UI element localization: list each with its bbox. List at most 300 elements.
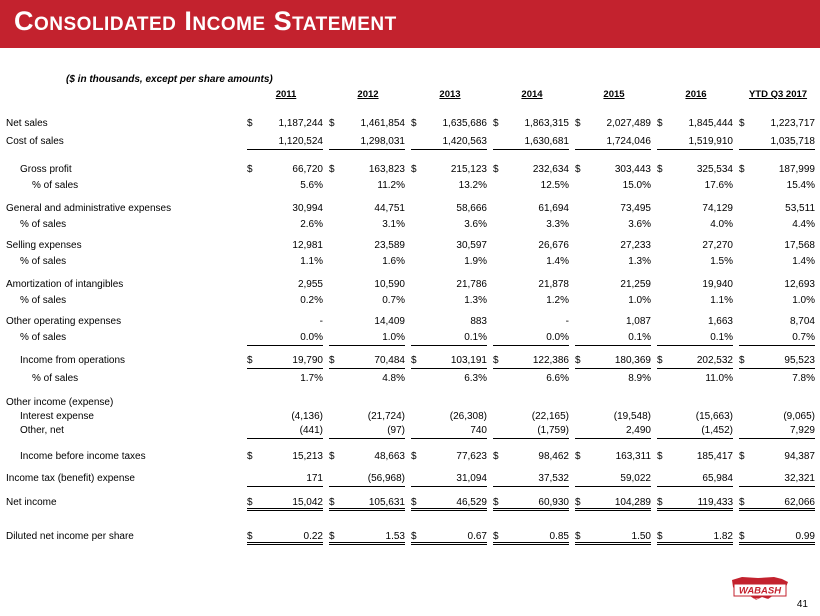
- table-cell: [575, 295, 651, 309]
- cell-value: 202,532: [696, 355, 733, 366]
- table-cell: [657, 219, 733, 233]
- cell-value: 103,191: [450, 355, 487, 366]
- company-logo: [728, 572, 792, 604]
- cell-value: (1,759): [537, 425, 569, 436]
- cell-value: (97): [387, 425, 405, 436]
- cell-value: 3.6%: [464, 219, 487, 230]
- title-bar: [0, 0, 820, 48]
- row-label: % of sales: [20, 332, 67, 343]
- table-cell: [329, 136, 405, 150]
- cell-value: 171: [306, 473, 323, 484]
- table-cell: [411, 295, 487, 309]
- cell-value: 30,597: [456, 240, 487, 251]
- cell-value: 1.9%: [464, 256, 487, 267]
- cell-value: 1,223,717: [770, 118, 815, 129]
- cell-value: 15.4%: [786, 180, 815, 191]
- dollar-sign: $: [575, 118, 581, 129]
- cell-value: 5.6%: [300, 180, 323, 191]
- dollar-sign: $: [411, 451, 417, 462]
- dollar-sign: $: [411, 118, 417, 129]
- table-cell: [247, 279, 323, 293]
- row-label: % of sales: [20, 256, 67, 267]
- table-cell: [247, 316, 323, 330]
- table-cell: [411, 451, 487, 465]
- row-label: % of sales: [20, 295, 67, 306]
- dollar-sign: $: [739, 497, 745, 508]
- table-cell: [411, 203, 487, 217]
- dollar-sign: $: [657, 497, 663, 508]
- cell-value: 0.0%: [546, 332, 569, 343]
- cell-value: 1.3%: [464, 295, 487, 306]
- table-cell: [657, 497, 733, 511]
- dollar-sign: $: [329, 531, 335, 542]
- cell-value: 94,387: [784, 451, 815, 462]
- cell-value: 1,635,686: [442, 118, 487, 129]
- cell-value: 70,484: [374, 355, 405, 366]
- cell-value: 185,417: [696, 451, 733, 462]
- year-header: YTD Q3 2017: [748, 89, 808, 100]
- cell-value: 12,693: [784, 279, 815, 290]
- table-cell: [657, 411, 733, 425]
- table-cell: [493, 425, 569, 439]
- table-cell: [739, 497, 815, 511]
- dollar-sign: $: [575, 497, 581, 508]
- table-cell: [247, 118, 323, 132]
- cell-value: 1.4%: [546, 256, 569, 267]
- cell-value: 44,751: [374, 203, 405, 214]
- table-cell: [329, 118, 405, 132]
- table-cell: [657, 180, 733, 194]
- dollar-sign: $: [493, 451, 499, 462]
- table-cell: [657, 256, 733, 270]
- cell-value: 23,589: [374, 240, 405, 251]
- cell-value: (1,452): [701, 425, 733, 436]
- table-cell: [329, 332, 405, 346]
- cell-value: 48,663: [374, 451, 405, 462]
- cell-value: 60,930: [538, 497, 569, 508]
- cell-value: 17.6%: [704, 180, 733, 191]
- year-header: 2011: [275, 89, 297, 100]
- cell-value: (441): [299, 425, 323, 436]
- dollar-sign: $: [247, 451, 253, 462]
- cell-value: 32,321: [784, 473, 815, 484]
- row-label: Cost of sales: [6, 136, 64, 147]
- dollar-sign: $: [329, 355, 335, 366]
- dollar-sign: $: [493, 497, 499, 508]
- cell-value: 10,590: [374, 279, 405, 290]
- cell-value: 6.6%: [546, 373, 569, 384]
- table-cell: [493, 256, 569, 270]
- row-label: Gross profit: [20, 164, 72, 175]
- table-cell: [247, 497, 323, 511]
- dollar-sign: $: [575, 451, 581, 462]
- cell-value: (26,308): [449, 411, 487, 422]
- table-cell: [329, 295, 405, 309]
- cell-value: 1,187,244: [278, 118, 323, 129]
- table-cell: [411, 497, 487, 511]
- dollar-sign: $: [493, 118, 499, 129]
- cell-value: 1.4%: [792, 256, 815, 267]
- table-cell: [657, 373, 733, 387]
- table-cell: [329, 203, 405, 217]
- table-cell: [247, 531, 323, 545]
- cell-value: 4.0%: [710, 219, 733, 230]
- cell-value: 1,519,910: [688, 136, 733, 147]
- dollar-sign: $: [657, 451, 663, 462]
- cell-value: 1.1%: [300, 256, 323, 267]
- cell-value: (9,065): [783, 411, 815, 422]
- table-cell: [493, 136, 569, 150]
- table-cell: [575, 240, 651, 254]
- table-cell: [329, 451, 405, 465]
- table-cell: [657, 118, 733, 132]
- table-cell: [575, 164, 651, 178]
- dollar-sign: $: [493, 164, 499, 175]
- cell-value: 77,623: [456, 451, 487, 462]
- table-cell: [739, 164, 815, 178]
- cell-value: 163,311: [615, 451, 651, 462]
- cell-value: 0.7%: [382, 295, 405, 306]
- table-cell: [739, 411, 815, 425]
- table-cell: [739, 136, 815, 150]
- table-cell: [247, 451, 323, 465]
- units-note: ($ in thousands, except per share amounts): [66, 74, 273, 85]
- table-cell: [575, 203, 651, 217]
- cell-value: 62,066: [784, 497, 815, 508]
- table-cell: [411, 332, 487, 346]
- cell-value: 4.8%: [382, 373, 405, 384]
- table-cell: [411, 355, 487, 369]
- table-cell: [739, 118, 815, 132]
- table-cell: [411, 473, 487, 487]
- row-label: % of sales: [32, 180, 79, 191]
- table-cell: [739, 203, 815, 217]
- cell-value: (19,548): [613, 411, 651, 422]
- table-cell: [411, 240, 487, 254]
- cell-value: 8.9%: [628, 373, 651, 384]
- cell-value: 59,022: [620, 473, 651, 484]
- dollar-sign: $: [657, 531, 663, 542]
- cell-value: 1,298,031: [360, 136, 405, 147]
- cell-value: 1,845,444: [688, 118, 733, 129]
- cell-value: 2,490: [625, 425, 651, 436]
- dollar-sign: $: [411, 355, 417, 366]
- cell-value: 0.7%: [792, 332, 815, 343]
- table-cell: [247, 332, 323, 346]
- cell-value: 73,495: [620, 203, 651, 214]
- table-cell: [657, 425, 733, 439]
- cell-value: 1,087: [625, 316, 651, 327]
- cell-value: 187,999: [778, 164, 815, 175]
- cell-value: 0.85: [549, 531, 569, 542]
- dollar-sign: $: [247, 531, 253, 542]
- table-cell: [657, 316, 733, 330]
- table-cell: [411, 164, 487, 178]
- table-cell: [329, 531, 405, 545]
- dollar-sign: $: [411, 497, 417, 508]
- table-cell: [657, 203, 733, 217]
- cell-value: 1,663: [707, 316, 733, 327]
- cell-value: 12,981: [292, 240, 323, 251]
- table-cell: [657, 136, 733, 150]
- cell-value: 27,270: [702, 240, 733, 251]
- table-cell: [247, 219, 323, 233]
- table-cell: [657, 451, 733, 465]
- table-cell: [493, 531, 569, 545]
- cell-value: 11.0%: [705, 373, 733, 384]
- table-cell: [247, 411, 323, 425]
- table-cell: [329, 373, 405, 387]
- cell-value: 98,462: [538, 451, 569, 462]
- table-cell: [411, 531, 487, 545]
- dollar-sign: $: [657, 118, 663, 129]
- cell-value: 66,720: [292, 164, 323, 175]
- table-cell: [247, 136, 323, 150]
- table-cell: [575, 373, 651, 387]
- table-cell: [739, 279, 815, 293]
- cell-value: 163,823: [368, 164, 405, 175]
- table-cell: [329, 355, 405, 369]
- table-cell: [657, 473, 733, 487]
- dollar-sign: $: [575, 355, 581, 366]
- table-cell: [575, 451, 651, 465]
- table-cell: [493, 373, 569, 387]
- dollar-sign: $: [575, 164, 581, 175]
- cell-value: 1,461,854: [360, 118, 405, 129]
- dollar-sign: $: [329, 164, 335, 175]
- cell-value: 0.2%: [300, 295, 323, 306]
- table-cell: [411, 180, 487, 194]
- table-cell: [575, 316, 651, 330]
- table-cell: [739, 425, 815, 439]
- cell-value: 1.3%: [628, 256, 651, 267]
- table-cell: [739, 295, 815, 309]
- cell-value: 0.1%: [628, 332, 651, 343]
- dollar-sign: $: [739, 164, 745, 175]
- cell-value: 7.8%: [792, 373, 815, 384]
- table-cell: [329, 316, 405, 330]
- table-cell: [575, 531, 651, 545]
- cell-value: 105,631: [368, 497, 405, 508]
- cell-value: (56,968): [367, 473, 405, 484]
- table-cell: [247, 164, 323, 178]
- cell-value: 1.82: [713, 531, 733, 542]
- cell-value: 325,534: [696, 164, 733, 175]
- cell-value: 3.6%: [628, 219, 651, 230]
- table-cell: [411, 425, 487, 439]
- table-cell: [493, 118, 569, 132]
- row-label: Income from operations: [20, 355, 126, 366]
- dollar-sign: $: [657, 355, 663, 366]
- table-cell: [493, 451, 569, 465]
- dollar-sign: $: [329, 118, 335, 129]
- row-label: Other operating expenses: [6, 316, 122, 327]
- table-cell: [493, 473, 569, 487]
- table-cell: [493, 316, 569, 330]
- cell-value: 104,289: [614, 497, 651, 508]
- cell-value: 119,433: [697, 497, 733, 508]
- cell-value: 15,213: [292, 451, 323, 462]
- cell-value: 1.0%: [382, 332, 405, 343]
- table-cell: [657, 279, 733, 293]
- cell-value: 15.0%: [622, 180, 651, 191]
- table-cell: [657, 355, 733, 369]
- dollar-sign: $: [247, 118, 253, 129]
- cell-value: 21,786: [456, 279, 487, 290]
- table-cell: [247, 295, 323, 309]
- cell-value: 1,863,315: [524, 118, 569, 129]
- table-cell: [329, 497, 405, 511]
- table-cell: [247, 180, 323, 194]
- cell-value: 17,568: [784, 240, 815, 251]
- table-cell: [411, 373, 487, 387]
- cell-value: -: [565, 316, 569, 327]
- cell-value: 1,120,524: [278, 136, 323, 147]
- dollar-sign: $: [493, 531, 499, 542]
- table-cell: [411, 411, 487, 425]
- cell-value: 1.5%: [710, 256, 733, 267]
- table-cell: [411, 219, 487, 233]
- logo-subtext: NATIONAL: [751, 598, 769, 602]
- row-label: Income before income taxes: [20, 451, 146, 462]
- cell-value: 1.50: [631, 531, 651, 542]
- table-cell: [575, 355, 651, 369]
- table-cell: [657, 295, 733, 309]
- cell-value: 0.99: [795, 531, 815, 542]
- table-cell: [575, 136, 651, 150]
- table-cell: [575, 279, 651, 293]
- cell-value: 74,129: [702, 203, 733, 214]
- table-cell: [575, 473, 651, 487]
- table-cell: [493, 180, 569, 194]
- table-cell: [329, 180, 405, 194]
- table-cell: [493, 355, 569, 369]
- table-cell: [247, 425, 323, 439]
- table-cell: [247, 473, 323, 487]
- year-header: 2016: [685, 89, 707, 100]
- row-label: % of sales: [20, 219, 67, 230]
- row-label: Other income (expense): [6, 397, 114, 408]
- row-label: General and administrative expenses: [6, 203, 172, 214]
- cell-value: 1,035,718: [770, 136, 815, 147]
- cell-value: 0.67: [467, 531, 487, 542]
- table-cell: [411, 118, 487, 132]
- dollar-sign: $: [247, 497, 253, 508]
- cell-value: 1.53: [385, 531, 405, 542]
- cell-value: 180,369: [614, 355, 651, 366]
- table-cell: [411, 136, 487, 150]
- cell-value: 58,666: [456, 203, 487, 214]
- table-cell: [657, 164, 733, 178]
- cell-value: 65,984: [702, 473, 733, 484]
- cell-value: 1,630,681: [524, 136, 569, 147]
- table-cell: [493, 295, 569, 309]
- table-cell: [329, 256, 405, 270]
- cell-value: 7,929: [789, 425, 815, 436]
- cell-value: 31,094: [456, 473, 487, 484]
- table-cell: [575, 411, 651, 425]
- cell-value: 1,420,563: [442, 136, 487, 147]
- table-cell: [739, 473, 815, 487]
- table-cell: [493, 219, 569, 233]
- row-label: Interest expense: [20, 411, 94, 422]
- cell-value: 30,994: [292, 203, 323, 214]
- cell-value: 1.1%: [710, 295, 733, 306]
- table-cell: [493, 332, 569, 346]
- table-cell: [411, 279, 487, 293]
- table-cell: [739, 373, 815, 387]
- cell-value: (15,663): [695, 411, 733, 422]
- dollar-sign: $: [739, 355, 745, 366]
- page-title: Consolidated Income Statement: [14, 6, 397, 36]
- table-cell: [575, 180, 651, 194]
- cell-value: 215,123: [450, 164, 487, 175]
- table-cell: [493, 411, 569, 425]
- cell-value: 0.1%: [464, 332, 487, 343]
- table-cell: [575, 497, 651, 511]
- dollar-sign: $: [411, 531, 417, 542]
- table-cell: [411, 256, 487, 270]
- dollar-sign: $: [493, 355, 499, 366]
- table-cell: [329, 473, 405, 487]
- cell-value: 1.2%: [546, 295, 569, 306]
- cell-value: 0.0%: [300, 332, 323, 343]
- table-cell: [739, 332, 815, 346]
- dollar-sign: $: [657, 164, 663, 175]
- table-cell: [575, 118, 651, 132]
- table-cell: [247, 203, 323, 217]
- cell-value: 883: [470, 316, 487, 327]
- cell-value: 19,940: [702, 279, 733, 290]
- table-cell: [739, 180, 815, 194]
- table-cell: [247, 373, 323, 387]
- table-cell: [247, 256, 323, 270]
- cell-value: 0.22: [303, 531, 323, 542]
- table-cell: [739, 531, 815, 545]
- cell-value: 740: [470, 425, 487, 436]
- cell-value: 122,386: [532, 355, 569, 366]
- cell-value: 14,409: [374, 316, 405, 327]
- cell-value: 21,259: [620, 279, 651, 290]
- row-label: Amortization of intangibles: [6, 279, 124, 290]
- cell-value: 8,704: [789, 316, 815, 327]
- table-cell: [411, 316, 487, 330]
- cell-value: 1.6%: [382, 256, 405, 267]
- row-label: Other, net: [20, 425, 64, 436]
- year-header: 2013: [439, 89, 461, 100]
- table-cell: [329, 240, 405, 254]
- row-label: Income tax (benefit) expense: [6, 473, 135, 484]
- table-cell: [575, 425, 651, 439]
- cell-value: 1.0%: [792, 295, 815, 306]
- table-cell: [329, 164, 405, 178]
- table-cell: [575, 332, 651, 346]
- cell-value: 12.5%: [540, 180, 569, 191]
- cell-value: 3.3%: [546, 219, 569, 230]
- table-cell: [493, 279, 569, 293]
- dollar-sign: $: [329, 451, 335, 462]
- table-cell: [739, 256, 815, 270]
- cell-value: 3.1%: [382, 219, 405, 230]
- cell-value: 46,529: [456, 497, 487, 508]
- cell-value: 27,233: [620, 240, 651, 251]
- table-cell: [329, 411, 405, 425]
- table-cell: [739, 219, 815, 233]
- row-label: Selling expenses: [6, 240, 82, 251]
- year-header: 2014: [521, 89, 543, 100]
- cell-value: 6.3%: [464, 373, 487, 384]
- year-header: 2012: [357, 89, 379, 100]
